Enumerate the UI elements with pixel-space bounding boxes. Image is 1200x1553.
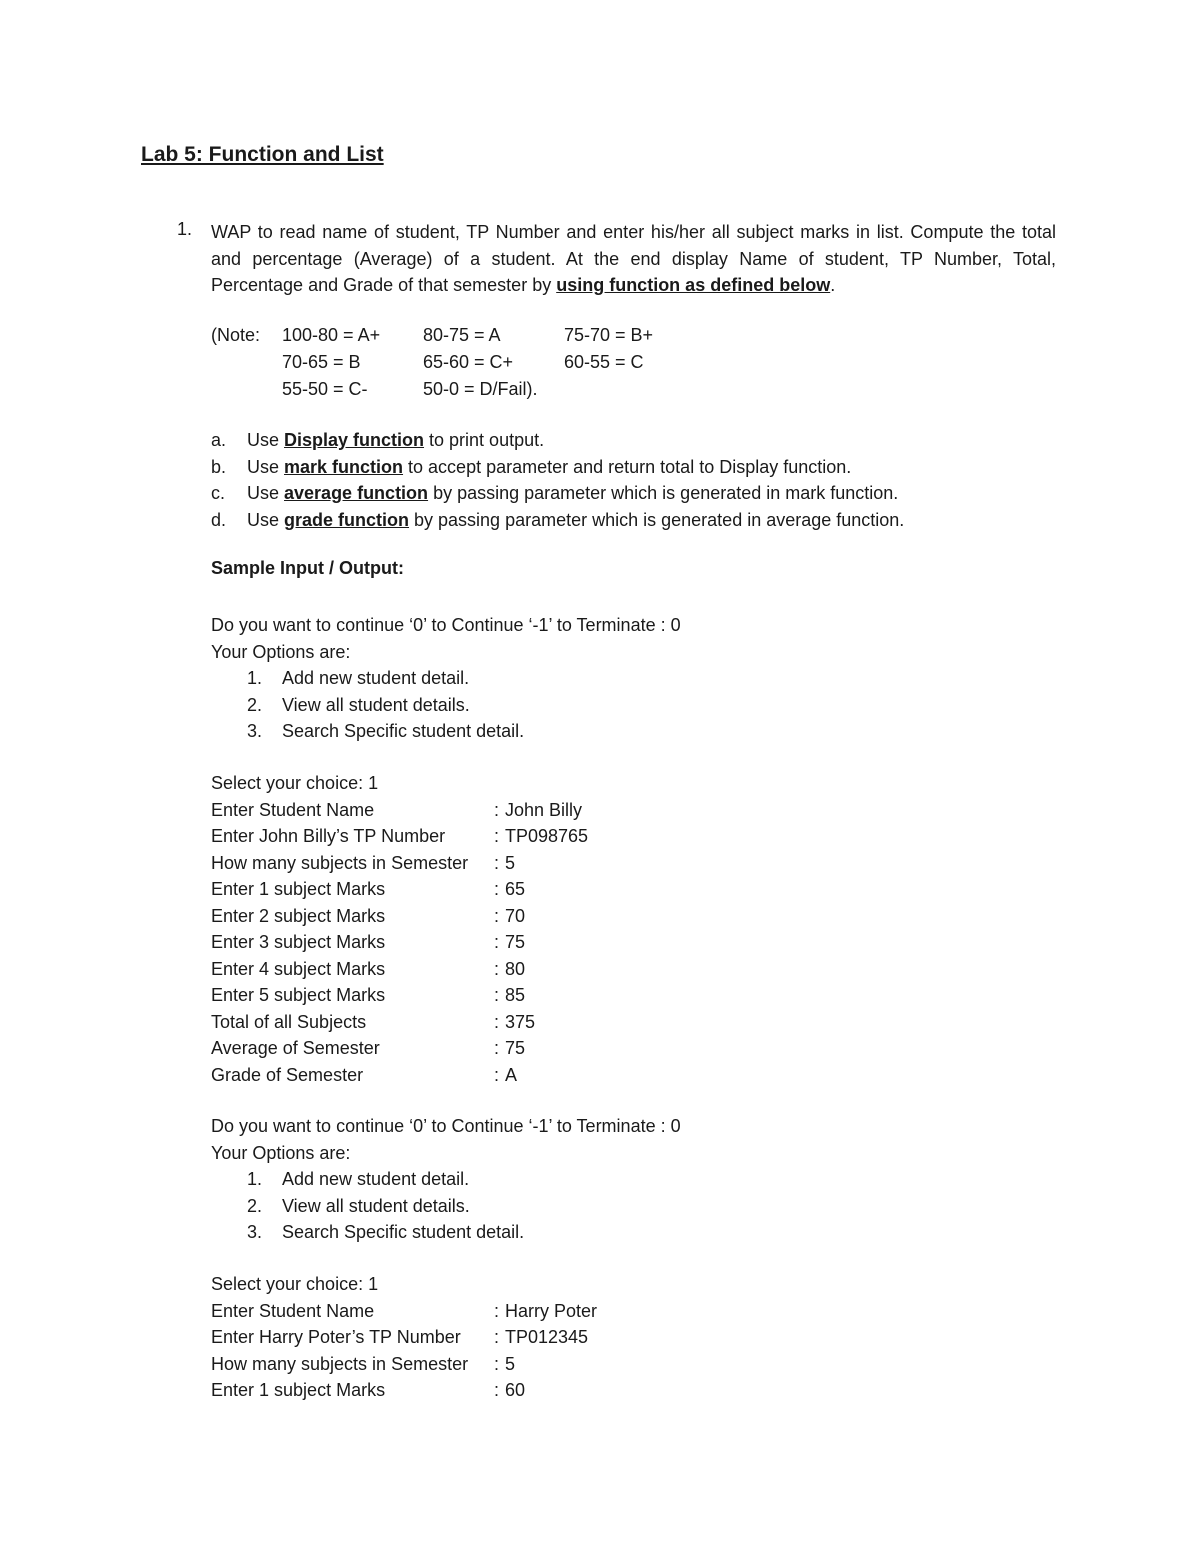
- grade-range: 50-0 = D/Fail).: [423, 379, 538, 399]
- field-row: [211, 1062, 518, 1089]
- option-number: 1.: [247, 668, 263, 688]
- question-text-start: WAP to read name of student, TP Number and enter his/her all subject marks in list. Compute the total and percentage (Average) of a student. At the end display Name of student, TP Number, Total, Percentage and Grade of that semester by: [211, 222, 1056, 295]
- list-text-pre: Use: [247, 509, 285, 530]
- option-text: Search Specific student detail.: [282, 1222, 525, 1242]
- field-colon: :: [494, 958, 500, 979]
- field-row: [211, 1298, 598, 1325]
- grade-note: [211, 322, 711, 403]
- field-label: How many subjects in Semester: [211, 852, 469, 873]
- grade-range: 100-80 = A+: [282, 325, 381, 345]
- option-text: View all student details.: [282, 1195, 470, 1216]
- function-name: Display function: [284, 430, 425, 450]
- function-name: average function: [284, 483, 429, 503]
- field-row: [211, 1377, 526, 1404]
- list-text-post: by passing parameter which is generated in average function.: [409, 509, 905, 530]
- grade-range: 60-55 = C: [564, 352, 644, 372]
- option-text: Add new student detail.: [282, 1169, 470, 1189]
- field-label: Enter 1 subject Marks: [211, 879, 386, 899]
- field-label: Enter 2 subject Marks: [211, 905, 386, 926]
- grade-range: 65-60 = C+: [423, 352, 514, 372]
- field-value: 75: [505, 1038, 526, 1058]
- field-colon: :: [494, 985, 500, 1005]
- list-text-post: to accept parameter and return total to Display function.: [403, 456, 852, 477]
- option-item: [211, 1193, 681, 1220]
- options-header: Your Options are:: [211, 1142, 351, 1163]
- option-number: 1.: [247, 1169, 263, 1189]
- list-text-pre: Use: [247, 456, 285, 477]
- options-header: Your Options are:: [211, 641, 351, 662]
- option-text: Add new student detail.: [282, 668, 470, 688]
- field-row: [211, 903, 526, 930]
- field-value: 5: [505, 1353, 516, 1374]
- field-label: Total of all Subjects: [211, 1011, 367, 1032]
- field-label: Enter 1 subject Marks: [211, 1380, 386, 1400]
- field-value: 80: [505, 958, 526, 979]
- field-colon: :: [494, 1327, 500, 1347]
- field-colon: :: [494, 879, 500, 899]
- choice-line: Select your choice: 1: [211, 773, 379, 793]
- field-label: Enter 5 subject Marks: [211, 985, 386, 1005]
- field-label: Enter Harry Poter’s TP Number: [211, 1327, 461, 1347]
- field-row: [211, 956, 526, 983]
- field-value: 75: [505, 932, 526, 952]
- field-colon: :: [494, 905, 500, 926]
- option-number: 2.: [247, 1195, 263, 1216]
- sample-run-2-details: [211, 1271, 598, 1404]
- question-text-end: .: [830, 275, 836, 295]
- field-row: [211, 823, 589, 850]
- field-colon: :: [494, 1353, 500, 1374]
- list-letter: d.: [211, 509, 227, 530]
- field-value: TP012345: [505, 1327, 589, 1347]
- list-letter: c.: [211, 483, 226, 503]
- field-row: [211, 1351, 516, 1378]
- option-item: [211, 692, 681, 719]
- option-number: 3.: [247, 721, 263, 741]
- list-text: [247, 480, 898, 507]
- field-colon: :: [494, 1300, 500, 1321]
- field-row: [211, 876, 526, 903]
- field-colon: :: [494, 1380, 500, 1400]
- field-label: Grade of Semester: [211, 1064, 364, 1085]
- field-value: 85: [505, 985, 526, 1005]
- option-text: View all student details.: [282, 694, 470, 715]
- list-text-post: by passing parameter which is generated in mark function.: [428, 483, 899, 503]
- field-value: 65: [505, 879, 526, 899]
- page-title: Lab 5: Function and List: [141, 143, 384, 166]
- sample-run-1-details: [211, 770, 589, 1088]
- list-letter: b.: [211, 456, 227, 477]
- list-text: [247, 507, 904, 534]
- field-value: 5: [505, 852, 516, 873]
- continue-prompt: Do you want to continue ‘0’ to Continue ‘-1’ to Terminate : 0: [211, 615, 681, 635]
- list-text: [247, 427, 544, 454]
- field-colon: :: [494, 932, 500, 952]
- option-text: Search Specific student detail.: [282, 721, 525, 741]
- field-row: [211, 982, 526, 1009]
- field-label: Enter 3 subject Marks: [211, 932, 386, 952]
- field-row: [211, 929, 526, 956]
- continue-prompt: Do you want to continue ‘0’ to Continue ‘-1’ to Terminate : 0: [211, 1116, 681, 1136]
- grade-note-prefix: (Note:: [211, 325, 266, 345]
- field-label: Enter John Billy’s TP Number: [211, 826, 446, 846]
- field-row: [211, 1009, 536, 1036]
- option-item: [211, 1166, 681, 1193]
- option-number: 2.: [247, 694, 263, 715]
- field-value: 60: [505, 1380, 526, 1400]
- option-item: [211, 1219, 681, 1246]
- field-label: How many subjects in Semester: [211, 1353, 469, 1374]
- option-item: [211, 718, 681, 745]
- grade-range: 55-50 = C-: [282, 379, 368, 399]
- grade-range: 70-65 = B: [282, 352, 361, 372]
- field-label: Average of Semester: [211, 1038, 380, 1058]
- grade-note-row: [211, 322, 711, 349]
- field-colon: :: [494, 799, 500, 820]
- field-value: 70: [505, 905, 526, 926]
- list-letter: a.: [211, 430, 227, 450]
- field-label: Enter 4 subject Marks: [211, 958, 386, 979]
- field-label: Enter Student Name: [211, 1300, 375, 1321]
- sample-run-1: [211, 612, 681, 745]
- sample-run-2: [211, 1113, 681, 1246]
- field-colon: :: [494, 1064, 500, 1085]
- question-text: [211, 219, 1056, 299]
- option-item: [211, 665, 681, 692]
- function-name: mark function: [284, 456, 404, 477]
- field-value: 375: [505, 1011, 536, 1032]
- field-label: Enter Student Name: [211, 799, 375, 820]
- field-value: Harry Poter: [505, 1300, 598, 1321]
- field-row: [211, 1035, 526, 1062]
- field-colon: :: [494, 826, 500, 846]
- field-colon: :: [494, 1011, 500, 1032]
- option-number: 3.: [247, 1222, 263, 1242]
- list-text-post: to print output.: [424, 430, 545, 450]
- choice-line: Select your choice: 1: [211, 1274, 379, 1294]
- field-row: [211, 797, 583, 824]
- field-colon: :: [494, 852, 500, 873]
- sample-io-heading: Sample Input / Output:: [211, 558, 404, 578]
- field-colon: :: [494, 1038, 500, 1058]
- grade-range: 75-70 = B+: [564, 325, 654, 345]
- field-value: TP098765: [505, 826, 589, 846]
- list-text-pre: Use: [247, 430, 285, 450]
- field-row: [211, 850, 516, 877]
- field-row: [211, 1324, 589, 1351]
- grade-note-row: [211, 349, 711, 376]
- list-text-pre: Use: [247, 483, 285, 503]
- field-value: John Billy: [505, 799, 583, 820]
- question-emphasis: using function as defined below: [556, 275, 831, 295]
- question-number: 1.: [177, 219, 193, 239]
- list-text: [247, 454, 851, 481]
- field-value: A: [505, 1064, 518, 1085]
- grade-range: 80-75 = A: [423, 325, 501, 345]
- function-name: grade function: [284, 509, 410, 530]
- grade-note-row: [211, 376, 711, 403]
